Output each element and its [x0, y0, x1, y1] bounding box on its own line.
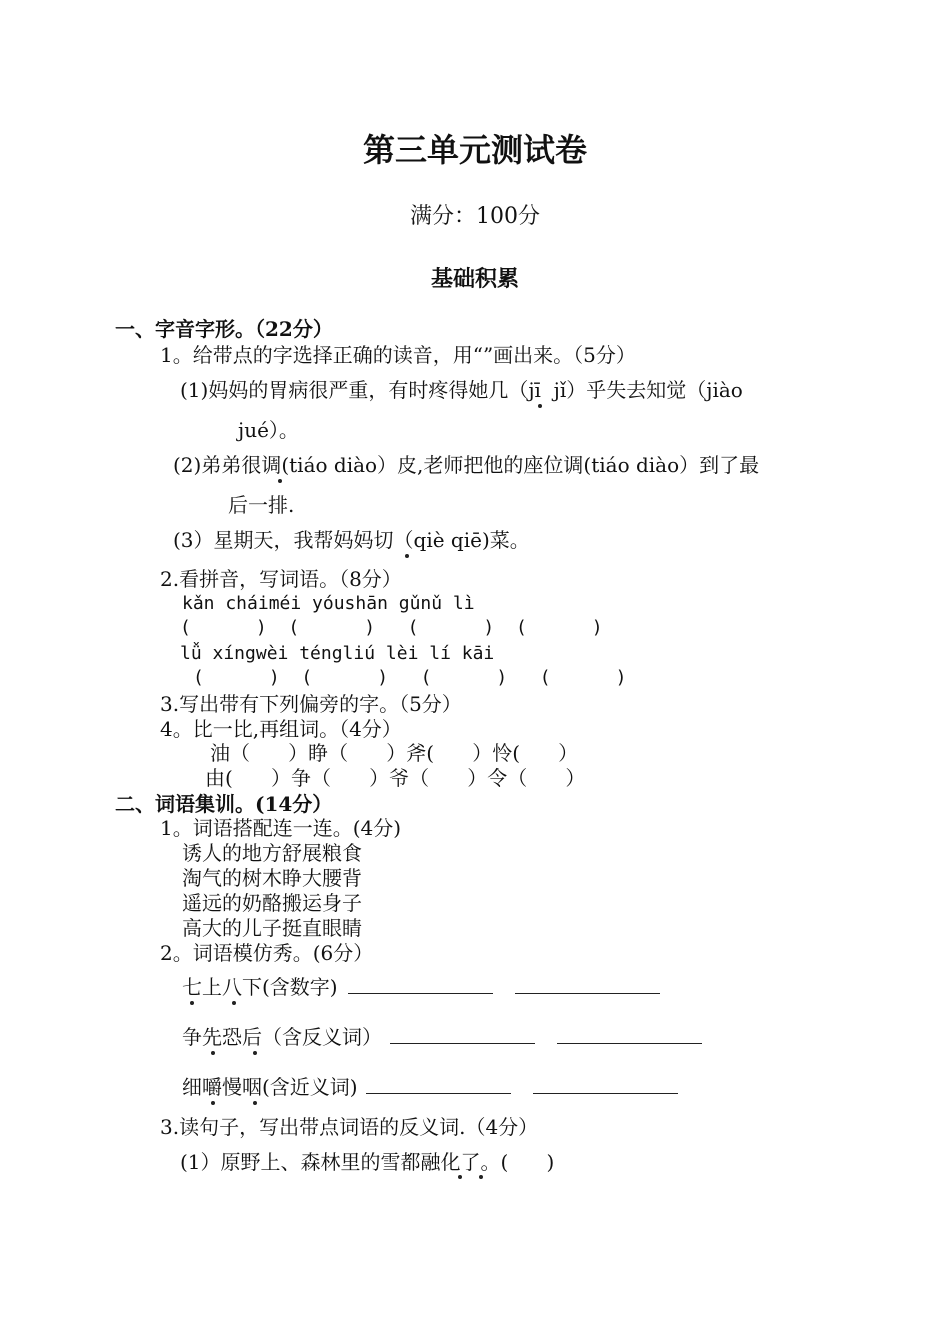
p2-q3-item1: (1）原野上、森林里的雪都融化了。( ) — [180, 1150, 555, 1174]
answer-line[interactable] — [515, 992, 660, 994]
q1-prompt: 1。给带点的字选择正确的读音，用“”画出来。（5分） — [160, 343, 636, 367]
q1-item2-line2: 后一排. — [228, 493, 295, 517]
match-row: 高大的儿子挺直眼睛 — [182, 916, 362, 940]
answer-line[interactable] — [390, 1042, 535, 1044]
answer-line[interactable] — [348, 992, 493, 994]
emphasis-dot — [479, 1175, 483, 1179]
q2-prompt: 2.看拼音，写词语。（8分） — [160, 567, 402, 591]
emphasis-dot — [405, 554, 409, 558]
match-row: 淘气的树木睁大腰背 — [182, 866, 362, 890]
answer-line[interactable] — [533, 1092, 678, 1094]
emphasis-dot — [211, 1101, 215, 1105]
q4-row2: 由( ）争（ ）爷（ ）令（ ） — [205, 766, 586, 790]
imitate-item: 细嚼慢咽(含近义词) — [182, 1077, 678, 1097]
part1-heading: 一、字音字形。（22分） — [115, 317, 333, 341]
page-title: 第三单元测试卷 — [362, 131, 587, 169]
match-row: 遥远的奶酪搬运身子 — [182, 891, 362, 915]
emphasis-dot — [211, 1051, 215, 1055]
q2-blanks-row2: ( ) ( ) ( ) ( ) — [193, 667, 627, 688]
emphasis-dot — [458, 1175, 462, 1179]
part2-heading: 二、词语集训。(14分） — [115, 792, 333, 816]
q1-item2-line1: (2)弟弟很调(tiáo diào）皮,老师把他的座位调(tiáo diào）到了最 — [173, 453, 760, 477]
section-heading: 基础积累 — [430, 266, 519, 292]
emphasis-dot — [253, 1101, 257, 1105]
q1-item1-line2: jué）。 — [238, 418, 299, 442]
emphasis-dot — [253, 1051, 257, 1055]
answer-line[interactable] — [366, 1092, 511, 1094]
q4-row1: 油（ ）睁（ ）斧( ）怜( ） — [210, 741, 579, 765]
p2-q3-prompt: 3.读句子，写出带点词语的反义词.（4分） — [160, 1115, 539, 1139]
q3-prompt: 3.写出带有下列偏旁的字。（5分） — [160, 692, 462, 716]
emphasis-dot — [538, 404, 542, 408]
q2-pinyin-row2: lǚ xíngwèi téngliú lèi lí kāi — [180, 643, 495, 664]
imitate-item: 争先恐后（含反义词） — [182, 1027, 702, 1047]
q4-prompt: 4。比一比,再组词。（4分） — [160, 717, 402, 741]
match-row: 诱人的地方舒展粮食 — [182, 841, 362, 865]
q1-item1-line1: (1)妈妈的胃病很严重，有时疼得她几（jī jǐ）乎失去知觉（jiào — [180, 378, 743, 402]
full-score: 满分：100分 — [410, 204, 540, 229]
emphasis-dot — [190, 1001, 194, 1005]
p2-q2-prompt: 2。词语模仿秀。(6分） — [160, 941, 374, 965]
imitate-item: 七上八下(含数字) — [182, 977, 660, 997]
emphasis-dot — [278, 479, 282, 483]
q2-pinyin-row1: kǎn cháiméi yóushān gǔnǔ lì — [182, 593, 475, 614]
answer-line[interactable] — [557, 1042, 702, 1044]
emphasis-dot — [232, 1001, 236, 1005]
q2-blanks-row1: ( ) ( ) ( ) ( ) — [180, 617, 603, 638]
p2-q1-prompt: 1。词语搭配连一连。(4分) — [160, 816, 402, 840]
q1-item3: (3）星期天，我帮妈妈切（qiè qiē)菜。 — [173, 528, 530, 552]
